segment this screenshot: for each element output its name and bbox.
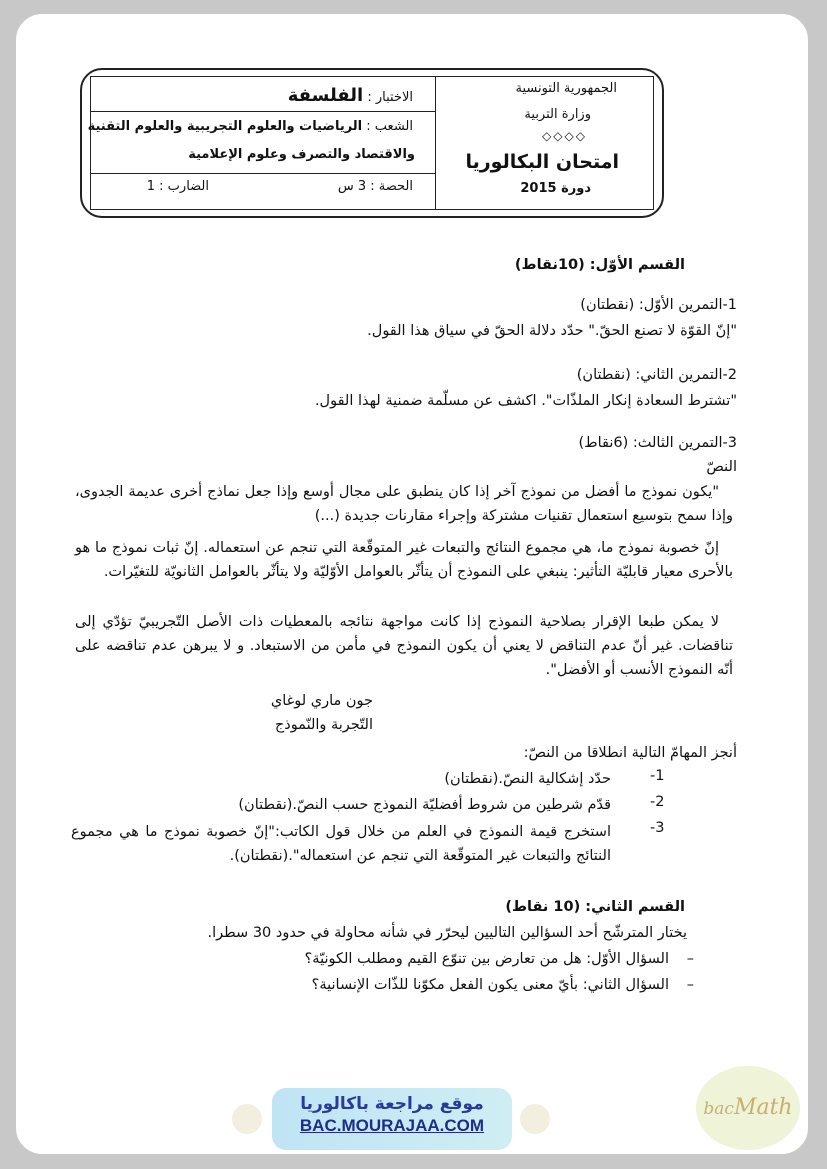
task-2-number: -2 xyxy=(650,794,665,810)
subject-label: الاختبار : xyxy=(367,90,413,105)
task-3-number: -3 xyxy=(650,820,665,836)
ex1-title: 1-التمرين الأوّل: (نقطتان) xyxy=(580,297,737,313)
task-2-text: قدّم شرطين من شروط أفضليّة النموذج حسب النصّ.(نقطتان) xyxy=(238,797,611,813)
exam-title: امتحان البكالوريا xyxy=(465,151,619,173)
section-name-1: الرياضيات والعلوم التجريبية والعلوم التقنية xyxy=(87,119,363,134)
task-1-text: حدّد إشكالية النصّ.(نقطتان) xyxy=(444,771,611,787)
part2-intro: يختار المترشّح أحد السؤالين التاليين ليحرّر في شأنه محاولة في حدود 30 سطرا. xyxy=(207,925,687,941)
text-author: جون ماري لوغاي xyxy=(270,693,373,709)
part2-title: القسم الثاني: (10 نقاط) xyxy=(505,899,685,915)
tasks-intro: أنجز المهامّ التالية انطلاقا من النصّ: xyxy=(523,745,737,761)
ornament: ◇◇◇◇ xyxy=(542,129,587,143)
section-label: الشعب : xyxy=(366,119,413,134)
q1-dash: – xyxy=(686,951,694,967)
ministry-label: وزارة التربية xyxy=(524,107,591,122)
task-3-text: استخرج قيمة النموذج في العلم من خلال قول الكاتب:"إنّ خصوبة نموذج ما هي مجموع النتائج والتبعات غير المتوقّعة التي تنجم عن استعماله".(نقطتان). xyxy=(71,824,611,864)
exam-header xyxy=(80,68,664,218)
site-logo-right xyxy=(520,1104,550,1134)
q2-dash: – xyxy=(686,977,694,993)
ex2-text: "تشترط السعادة إنكار الملذّات". اكشف عن مسلّمة ضمنية لهذا القول. xyxy=(314,393,737,409)
duration-label: الحصة : 3 س xyxy=(337,179,413,194)
text-paragraph-3: لا يمكن طبعا الإقرار بصلاحية النموذج إذا كانت مواجهة نتائجه بالمعطيات ذات الأصل التّجريبيّ تؤدّي إلى تناقضات. غير أنّ عدم التناقض لا يعني أن يكون النموذج في مأمن من الاستبعاد. و لا يبرهن عدم تناقضه على أنّه النموذج الأنسب أو الأفضل". xyxy=(75,614,733,678)
text-paragraph-1: "يكون نموذج ما أفضل من نموذج آخر إذا كان ينطبق على مجال أوسع وإذا جعل نماذج أخرى عديمة الجدوى، وإذا سمح بتوسيع استعمال تقنيات مشتركة وإجراء مقارنات جديدة (...) xyxy=(75,484,733,524)
site-url[interactable]: BAC.MOURAJAA.COM xyxy=(299,1116,485,1135)
question-1: السؤال الأوّل: هل من تعارض بين تنوّع القيم ومطلب الكونيّة؟ xyxy=(304,951,669,967)
section-line xyxy=(83,119,413,134)
question-2: السؤال الثاني: بأيّ معنى يكون الفعل مكوّنا للذّات الإنسانية؟ xyxy=(311,977,669,993)
part1-title: القسم الأوّل: (10نقاط) xyxy=(514,257,685,273)
ex3-title: 3-التمرين الثالث: (6نقاط) xyxy=(578,435,737,451)
republic-label: الجمهورية التونسية xyxy=(515,81,617,96)
ex2-title: 2-التمرين الثاني: (نقطتان) xyxy=(576,367,737,383)
coefficient-label: الضارب : 1 xyxy=(146,179,209,194)
site-badge[interactable] xyxy=(272,1088,512,1150)
task-1-number: -1 xyxy=(650,768,665,784)
text-label: النصّ xyxy=(706,459,737,475)
site-name-ar: موقع مراجعة باكالوريا xyxy=(300,1094,484,1114)
subject-line xyxy=(288,85,413,106)
subject-name: الفلسفة xyxy=(287,85,364,106)
header-table xyxy=(87,76,654,210)
text-source: التّجربة والنّموذج xyxy=(274,717,373,733)
site-logo-left xyxy=(232,1104,262,1134)
bacmath-watermark: bacMath xyxy=(696,1066,800,1150)
section-name-2: والاقتصاد والتصرف وعلوم الإعلامية xyxy=(188,147,415,162)
session-label: دورة 2015 xyxy=(520,181,591,196)
ex1-text: "إنّ القوّة لا تصنع الحقّ." حدّد دلالة الحقّ في سياق هذا القول. xyxy=(367,323,737,339)
text-paragraph-2: إنّ خصوبة نموذج ما، هي مجموع النتائج والتبعات غير المتوقّعة التي تنجم عن استعماله. إنّ ثبات نموذج ما هو بالأحرى معيار قابليّة التأثير: ينبغي على النموذج أن يتأثّر بالعوامل الأوّليّة ولا يتأثّر بالعوامل الثانويّة للتغيّرات. xyxy=(75,540,733,580)
